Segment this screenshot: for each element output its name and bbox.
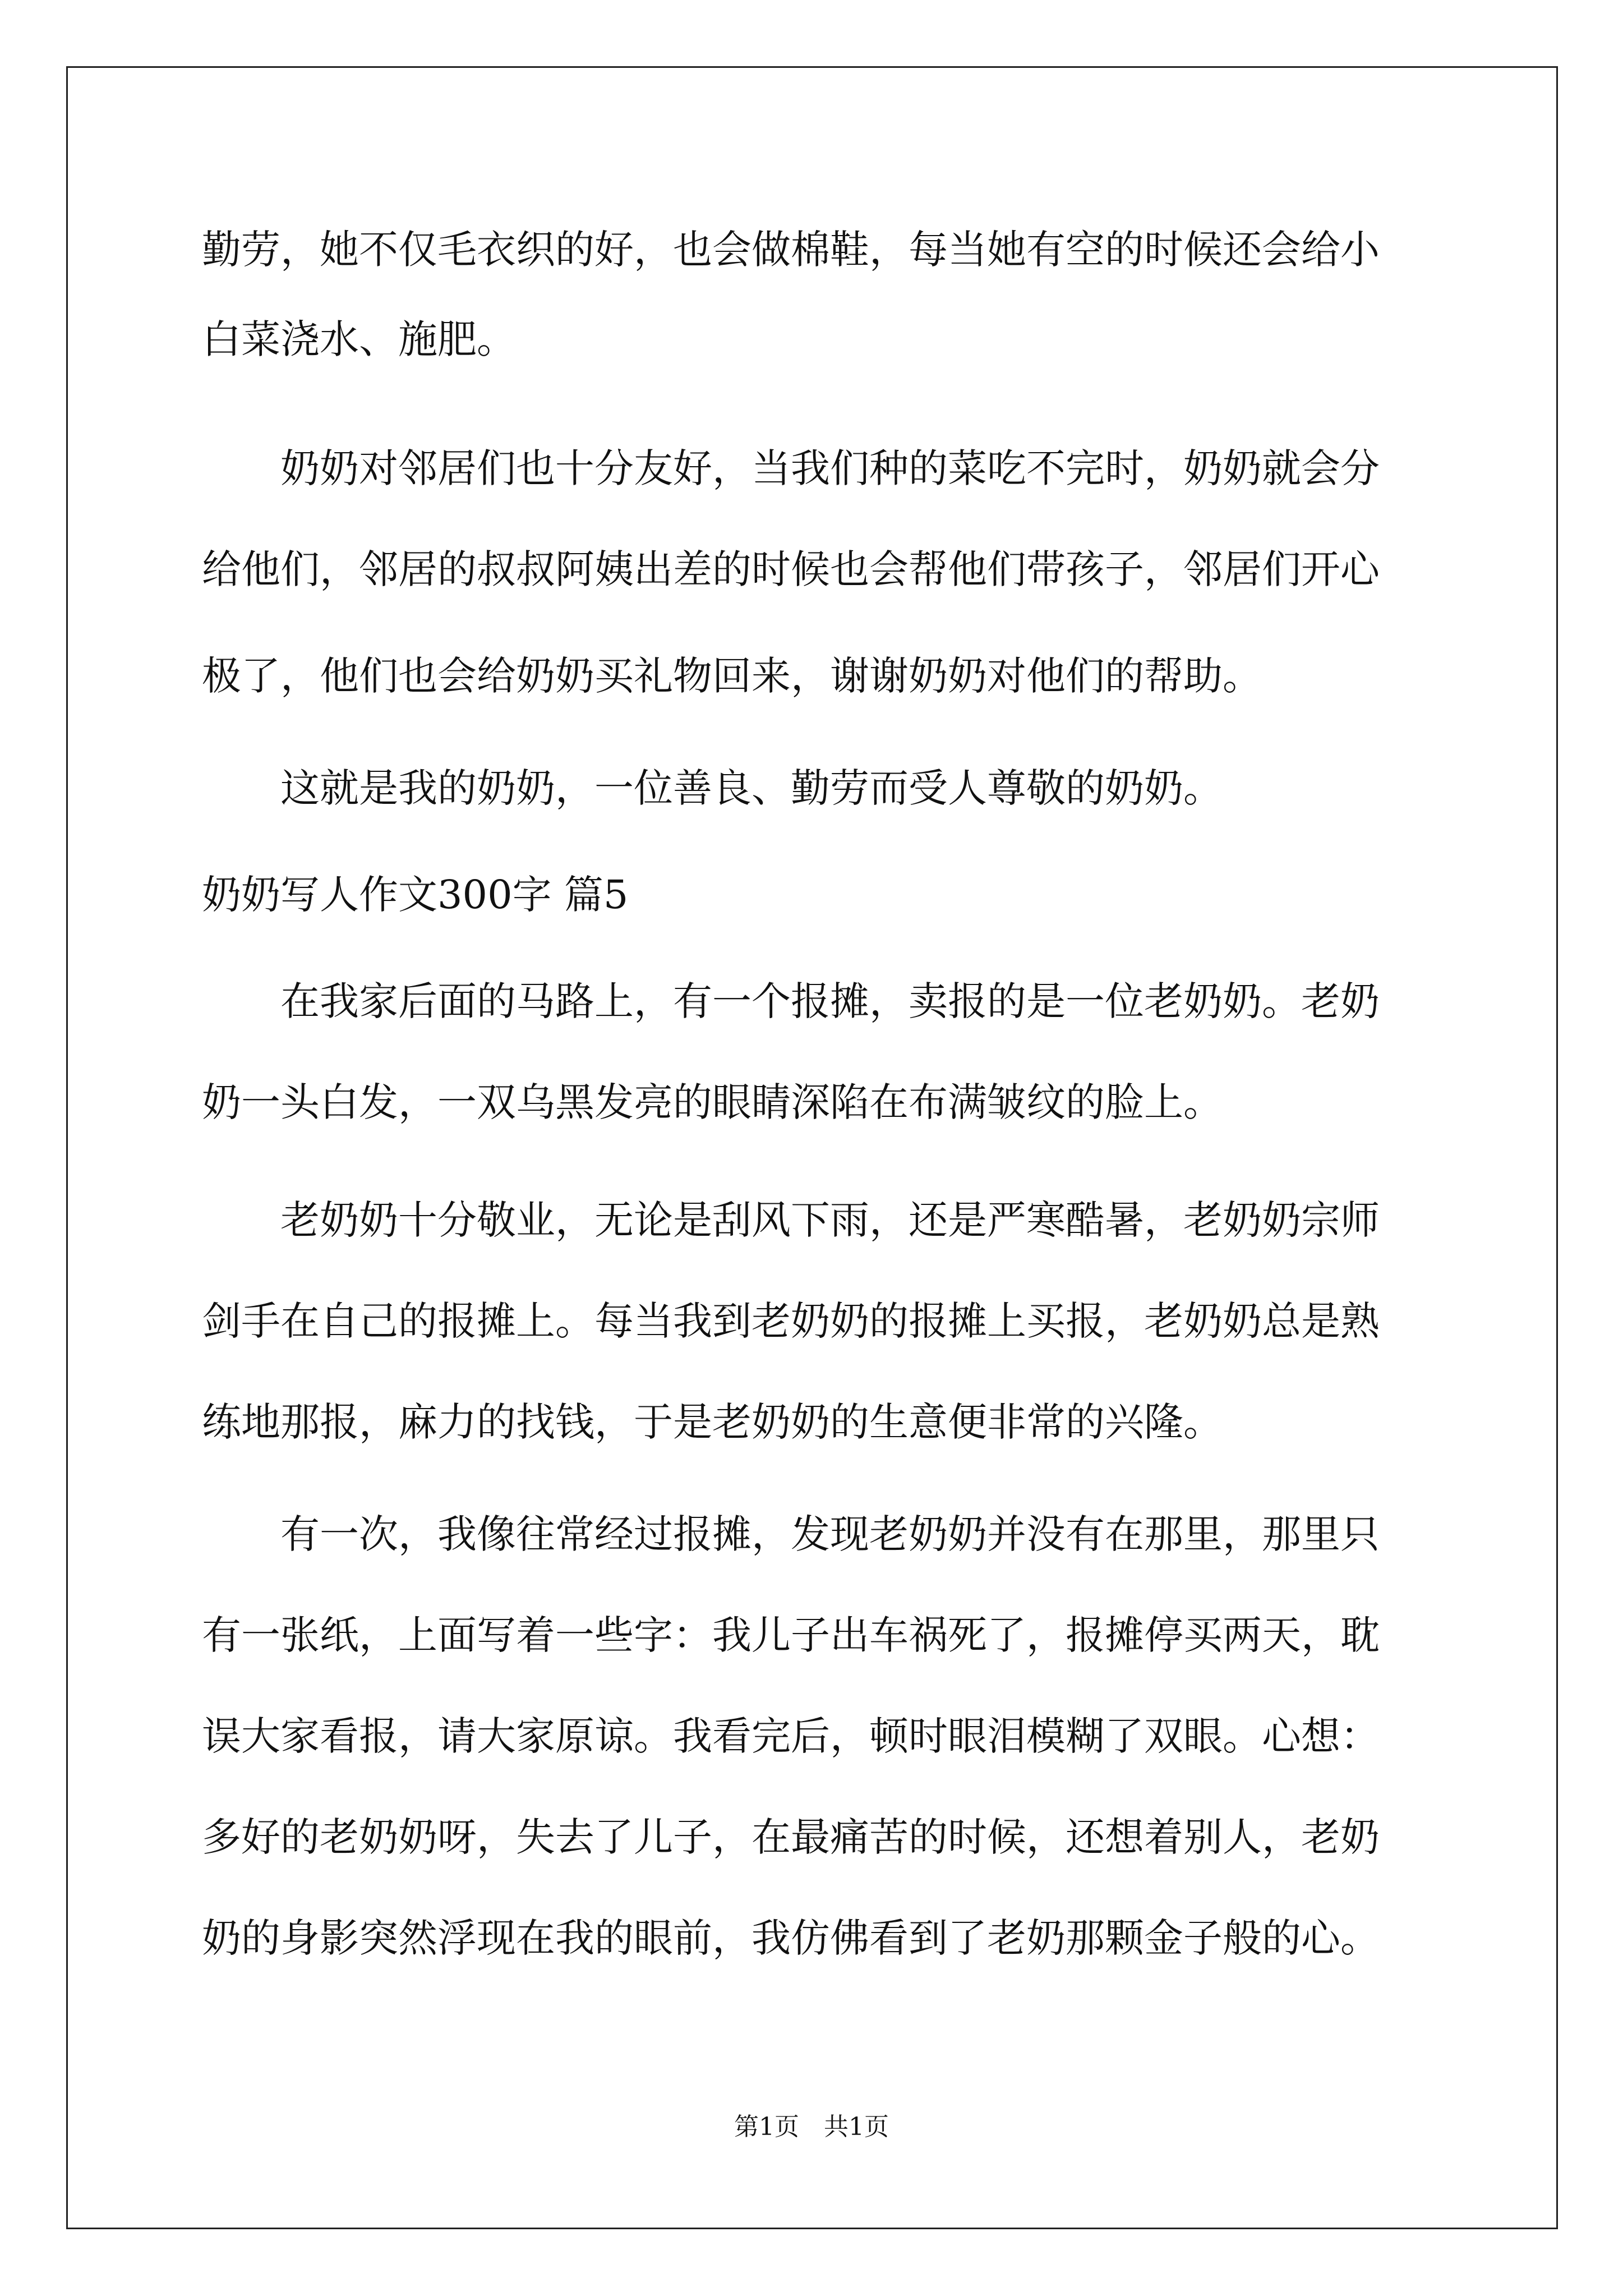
paragraph-start-line: 有一次，我像往常经过报摊，发现老奶奶并没有在那里，那里只 [280, 1511, 1380, 1557]
section-heading: 奶奶写人作文300字 篇5 [202, 872, 629, 918]
paragraph-start-line: 奶奶对邻居们也十分友好，当我们种的菜吃不完时，奶奶就会分 [280, 445, 1380, 491]
text-line: 奶的身影突然浮现在我的眼前，我仿佛看到了老奶那颗金子般的心。 [202, 1915, 1380, 1961]
text-line: 白菜浇水、施肥。 [202, 316, 516, 362]
paragraph-start-line: 这就是我的奶奶，一位善良、勤劳而受人尊敬的奶奶。 [280, 765, 1223, 811]
text-line: 有一张纸，上面写着一些字：我儿子出车祸死了，报摊停买两天，耽 [202, 1612, 1380, 1658]
text-line: 误大家看报，请大家原谅。我看完后，顿时眼泪模糊了双眼。心想： [202, 1713, 1380, 1759]
page-footer: 第1页 共1页 [734, 2113, 889, 2141]
paragraph-start-line: 在我家后面的马路上，有一个报摊，卖报的是一位老奶奶。老奶 [280, 978, 1380, 1024]
text-line: 给他们，邻居的叔叔阿姨出差的时候也会帮他们带孩子，邻居们开心 [202, 546, 1380, 592]
page-border [66, 66, 1558, 2229]
text-line: 奶一头白发，一双乌黑发亮的眼睛深陷在布满皱纹的脸上。 [202, 1079, 1223, 1125]
text-line: 练地那报，麻力的找钱，于是老奶奶的生意便非常的兴隆。 [202, 1399, 1223, 1445]
text-line: 极了，他们也会给奶奶买礼物回来，谢谢奶奶对他们的帮助。 [202, 653, 1262, 699]
text-line: 勤劳，她不仅毛衣织的好，也会做棉鞋，每当她有空的时候还会给小 [202, 227, 1380, 273]
text-line: 剑手在自己的报摊上。每当我到老奶奶的报摊上买报，老奶奶总是熟 [202, 1298, 1380, 1344]
text-line: 多好的老奶奶呀，失去了儿子，在最痛苦的时候，还想着别人，老奶 [202, 1814, 1380, 1860]
paragraph-start-line: 老奶奶十分敬业，无论是刮风下雨，还是严寒酷暑，老奶奶宗师 [280, 1197, 1380, 1243]
